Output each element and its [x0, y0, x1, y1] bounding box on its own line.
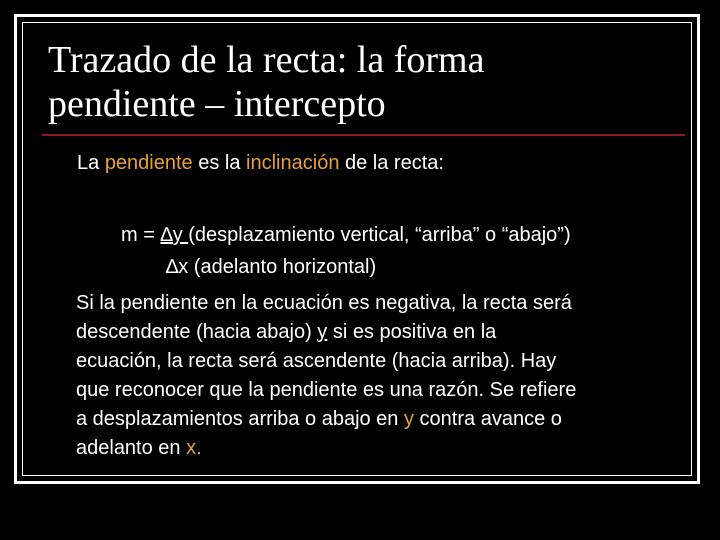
formula-delta-x: ∆x	[166, 256, 194, 278]
formula-lhs: m =	[121, 224, 161, 246]
variable-y-underlined: y	[317, 321, 328, 343]
paragraph-line-6-a: adelanto en	[76, 437, 187, 459]
paragraph-line-5-b: contra avance o	[414, 408, 562, 430]
intro-text-1: La	[77, 152, 105, 174]
formula-numerator-line	[121, 223, 571, 247]
variable-y-highlight: y	[404, 408, 414, 430]
formula-denominator-line	[166, 255, 376, 279]
paragraph-line-5	[76, 405, 576, 434]
paragraph-line-2-b: si es positiva en la	[327, 321, 497, 343]
formula-numerator-description: (desplazamiento vertical, “arriba” o “abajo”)	[188, 224, 571, 246]
formula-delta-y: ∆y	[160, 224, 189, 246]
paragraph-line-2	[76, 318, 576, 347]
title-line-2: pendiente – intercepto	[48, 83, 386, 125]
intro-text-2: es la	[192, 152, 247, 174]
paragraph-line-3: ecuación, la recta será ascendente (hacia arriba). Hay	[76, 350, 557, 372]
intro-text-3: de la recta:	[339, 152, 444, 174]
title-line-1: Trazado de la recta: la forma	[48, 39, 485, 81]
explanation-paragraph	[76, 289, 576, 463]
paragraph-line-4: que reconocer que la pendiente es una razón. Se refiere	[76, 379, 577, 401]
term-pendiente: pendiente	[104, 152, 193, 174]
paragraph-line-1: Si la pendiente en la ecuación es negativa, la recta será	[76, 292, 572, 314]
formula-denominator-description: (adelanto horizontal)	[193, 256, 377, 278]
intro-sentence	[77, 151, 444, 175]
variable-x-highlight: x.	[186, 437, 202, 459]
term-inclinacion: inclinación	[246, 152, 340, 174]
paragraph-line-2-a: descendente (hacia abajo)	[76, 321, 318, 343]
slide-title	[48, 38, 484, 126]
paragraph-line-6	[76, 434, 576, 463]
title-divider	[42, 134, 685, 136]
paragraph-line-5-a: a desplazamientos arriba o abajo en	[76, 408, 404, 430]
